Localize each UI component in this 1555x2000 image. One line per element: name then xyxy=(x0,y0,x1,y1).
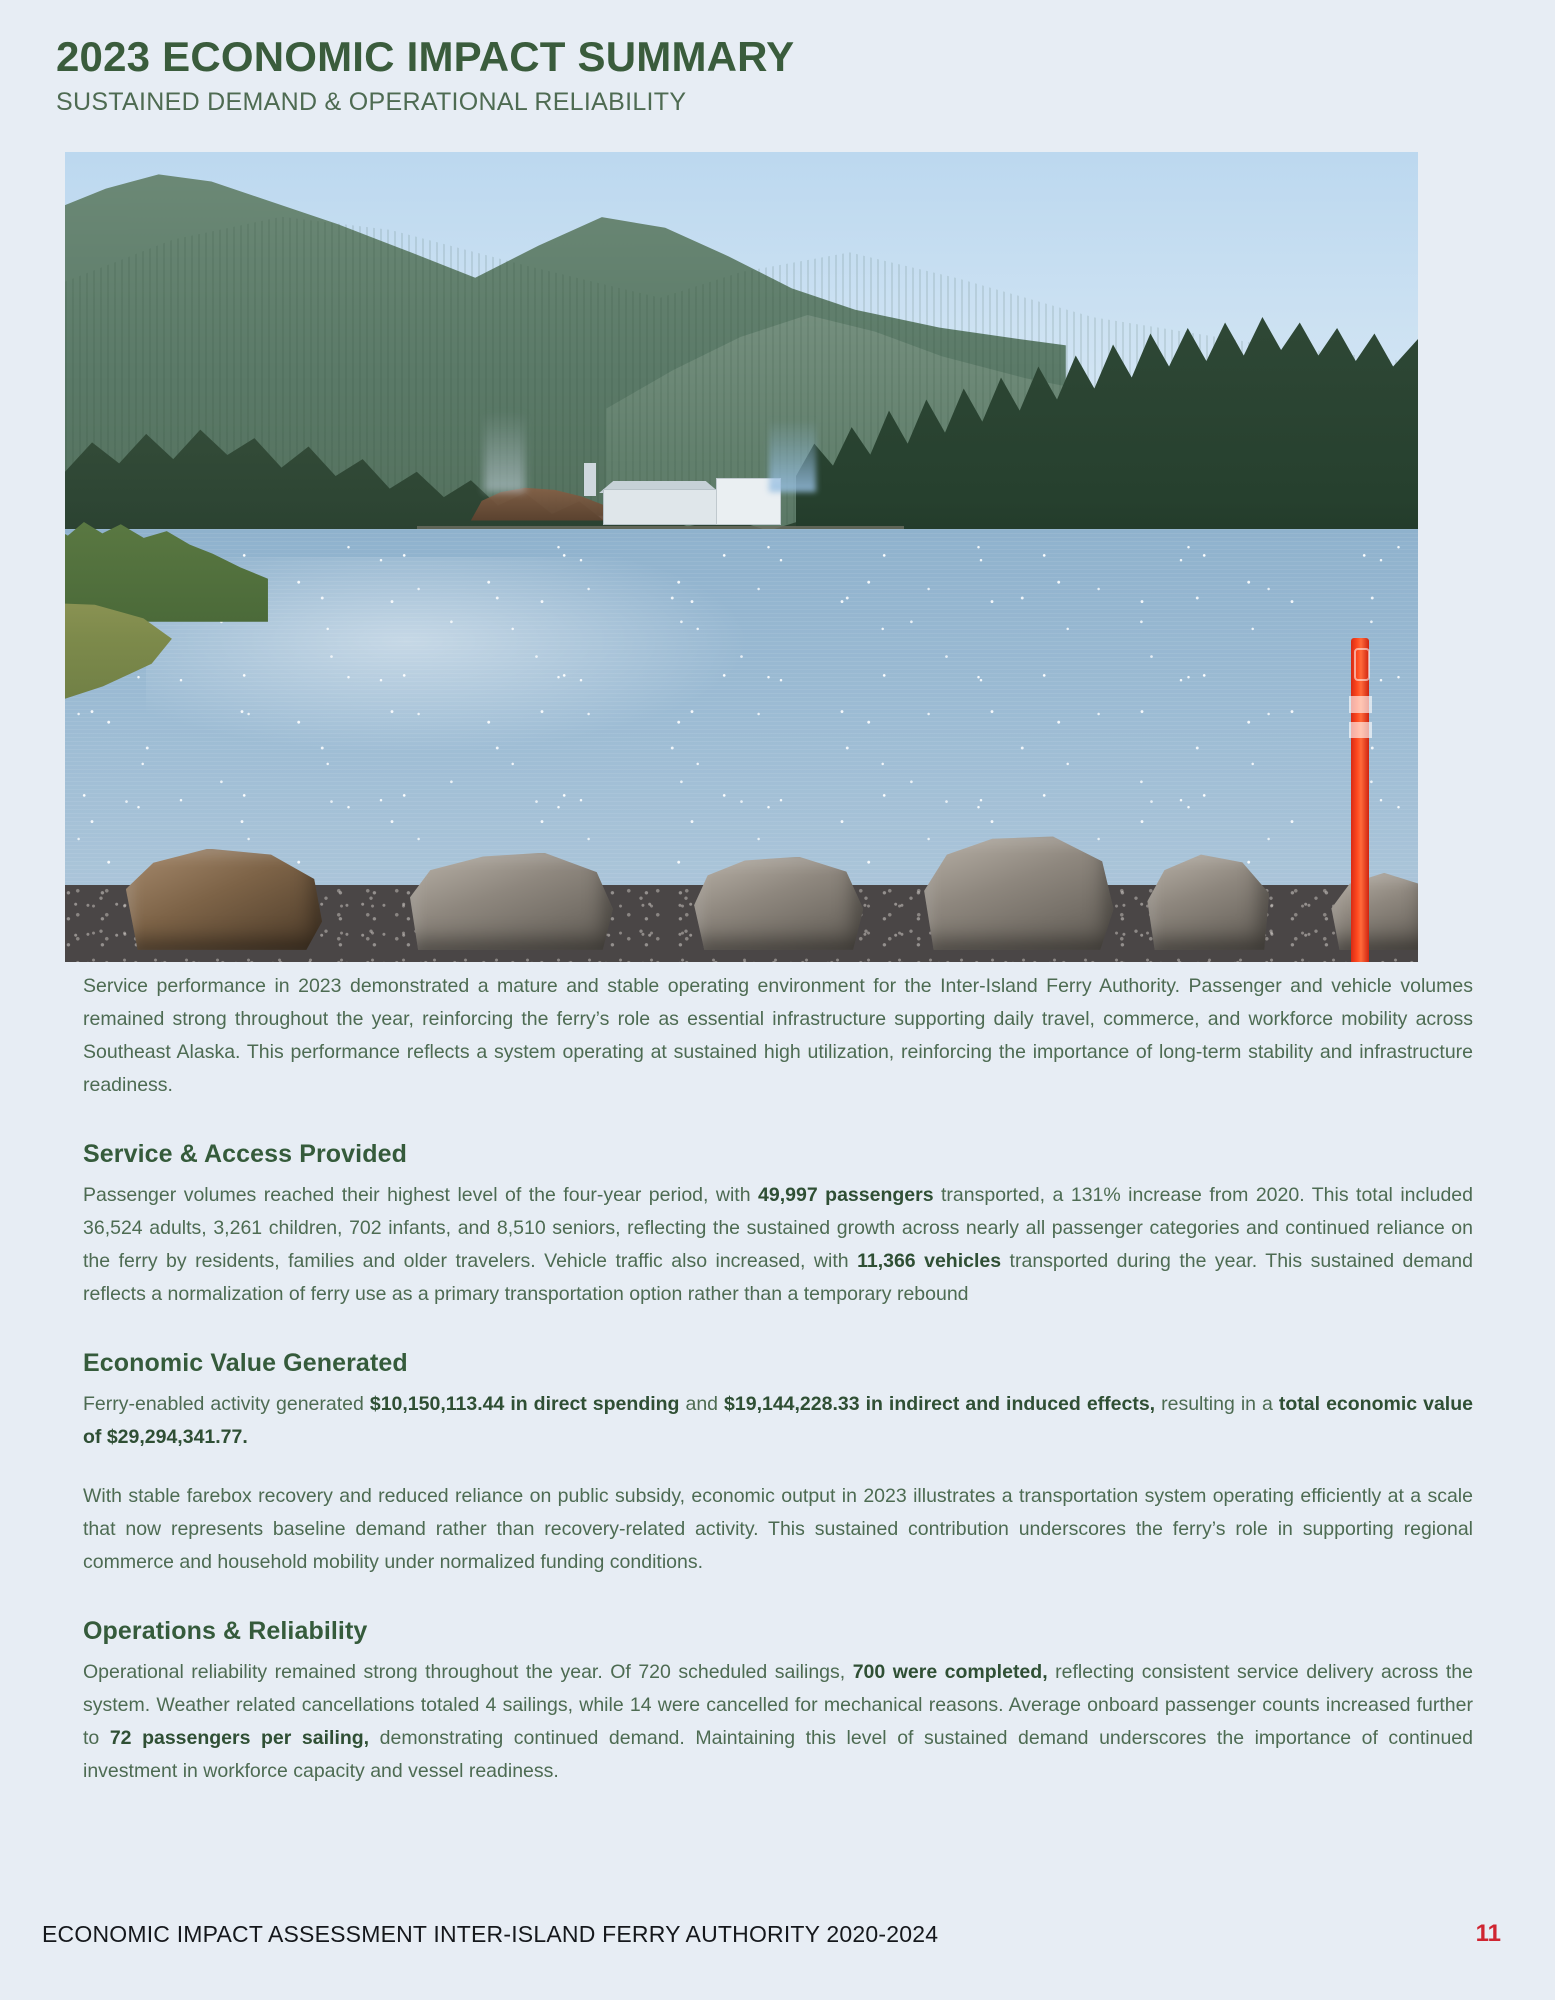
page-footer xyxy=(42,1920,1513,1948)
page-header xyxy=(56,34,1456,117)
section-heading-economic-value: Economic Value Generated xyxy=(83,1349,408,1377)
page-subtitle: SUSTAINED DEMAND & OPERATIONAL RELIABILITY xyxy=(56,88,687,117)
intro-paragraph: Service performance in 2023 demonstrated a mature and stable operating environment for the Inter-Island Ferry Authority. Passenger and vehicle volumes remained strong throughout the year, reinforcing the ferry’s role as essential infrastructure supporting daily travel, commerce, and workforce mobility across Southeast Alaska. This performance reflects a system operating at sustained high utilization, reinforcing the importance of long-term stability and infrastructure readiness. xyxy=(83,975,1473,1096)
section-heading-service-access: Service & Access Provided xyxy=(83,1140,407,1168)
post-cap xyxy=(1354,648,1370,681)
photo-scene xyxy=(65,152,1418,962)
mill-building-main xyxy=(603,489,717,525)
footer-document-title: ECONOMIC IMPACT ASSESSMENT INTER-ISLAND FERRY AUTHORITY 2020-2024 xyxy=(42,1920,939,1947)
section-paragraph-economic-value: Ferry-enabled activity generated $10,150,113.44 in direct spending and $19,144,228.33 in indirect and induced effects, resulting in a total economic value of $29,294,341.77. xyxy=(83,1393,1473,1448)
post-band xyxy=(1349,696,1372,712)
section-paragraph-operations-reliability: Operational reliability remained strong throughout the year. Of 720 scheduled sailings, 700 were completed, reflecting consistent service delivery across the system. Weather related cancellations totaled 4 sailings, while 14 were cancelled for mechanical reasons. Average onboard passenger counts increased further to 72 passengers per sailing, demonstrating continued demand. Maintaining this level of sustained demand underscores the importance of continued investment in workforce capacity and vessel readiness. xyxy=(83,1661,1473,1782)
page-number: 11 xyxy=(1475,1920,1501,1947)
section-paragraph-service-access: Passenger volumes reached their highest level of the four-year period, with 49,997 passengers transported, a 131% increase from 2020. This total included 36,524 adults, 3,261 children, 702 infants, and 8,510 seniors, reflecting the sustained growth across nearly all passenger categories and continued reliance on the ferry by residents, families and older travelers. Vehicle traffic also increased, with 11,366 vehicles transported during the year. This sustained demand reflects a normalization of ferry use as a primary transportation option rather than a temporary rebound xyxy=(83,1184,1473,1305)
paragraph-spacer xyxy=(83,1454,1473,1480)
section-paragraph-economic-value-followup: With stable farebox recovery and reduced reliance on public subsidy, economic output in 2023 illustrates a transportation system operating efficiently at a scale that now represents baseline demand rather than recovery-related activity. This sustained contribution underscores the ferry’s role in supporting regional commerce and household mobility under normalized funding conditions. xyxy=(83,1485,1473,1573)
smoke-plume-secondary xyxy=(484,411,525,492)
boulder xyxy=(924,836,1113,949)
post-band xyxy=(1349,722,1372,738)
body-content xyxy=(83,970,1473,1788)
red-marker-post xyxy=(1351,638,1369,962)
smoke-plume xyxy=(769,419,816,492)
hero-photo xyxy=(65,152,1418,962)
mill-stack xyxy=(584,463,596,496)
section-heading-operations-reliability: Operations & Reliability xyxy=(83,1617,368,1645)
boulder xyxy=(694,857,863,950)
page-title: 2023 ECONOMIC IMPACT SUMMARY xyxy=(56,33,795,80)
